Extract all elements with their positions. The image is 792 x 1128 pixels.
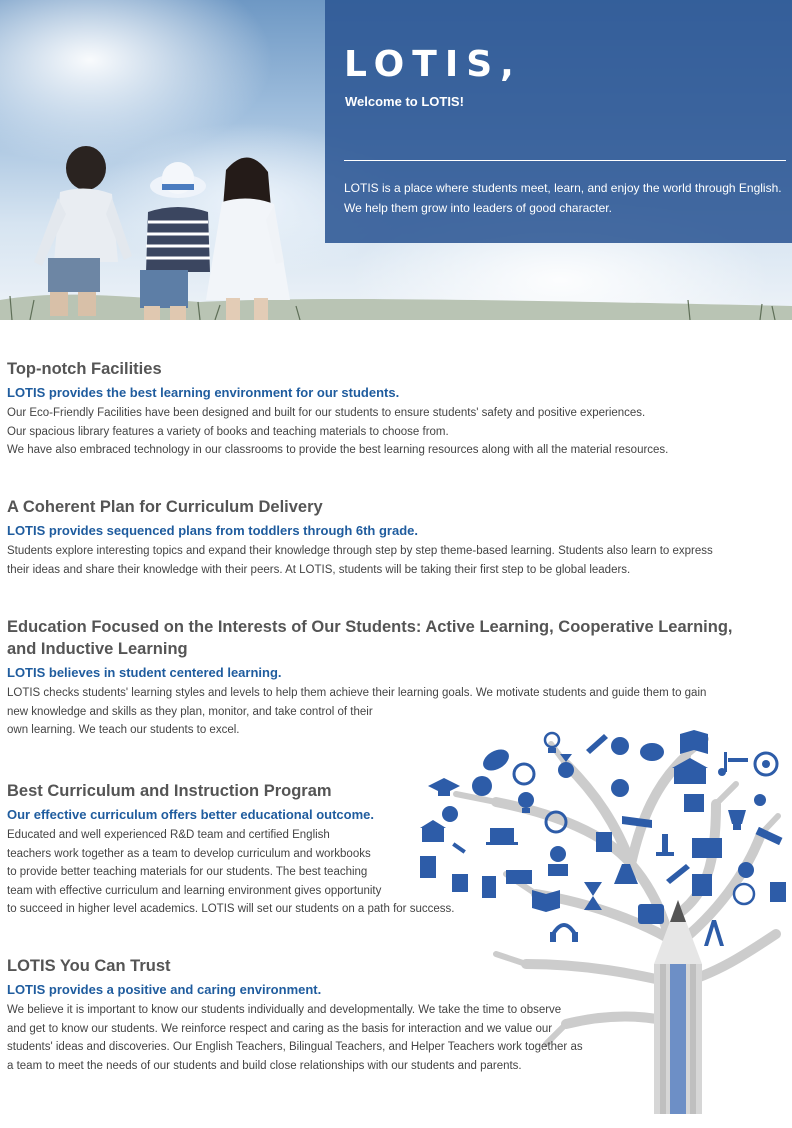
headphones-icon	[550, 925, 578, 942]
body-line: teachers work together as a team to develop curriculum and workbooks	[7, 847, 371, 860]
section-instruction-program	[7, 780, 454, 919]
section-curriculum-delivery	[7, 496, 713, 579]
section-subheading: LOTIS believes in student centered learning.	[7, 665, 282, 680]
hero-banner	[0, 0, 792, 320]
calculator-icon	[770, 882, 786, 902]
body-line: new knowledge and skills as they plan, monitor, and take control of their	[7, 705, 373, 718]
target-icon	[755, 753, 777, 775]
section-heading: LOTIS You Can Trust	[7, 957, 171, 975]
section-heading	[7, 616, 732, 660]
body-line: Our Eco-Friendly Facilities have been designed and built for our students to ensure students' safety and positive experiences.	[7, 407, 646, 419]
body-line: own learning. We teach our students to excel.	[7, 724, 240, 736]
section-heading: A Coherent Plan for Curriculum Delivery	[7, 498, 323, 516]
boy-figure	[34, 146, 132, 316]
section-body	[7, 826, 454, 919]
palette-icon	[640, 743, 664, 761]
hourglass-icon	[584, 882, 602, 910]
calendar-icon	[684, 794, 704, 812]
abc-icon	[734, 884, 754, 904]
section-body	[7, 404, 668, 460]
body-line: LOTIS checks students' learning styles and levels to help them achieve their learning goals. We motivate students and guide them to gain	[7, 687, 707, 699]
basketball-icon	[472, 776, 492, 796]
music-icon	[718, 752, 727, 776]
body-line: and get to know our students. We reinforce respect and caring as the basis for interaction and we value our	[7, 1022, 553, 1035]
football-icon	[479, 745, 512, 775]
hero-panel	[325, 0, 792, 243]
body-line: We have also embraced technology in our classrooms to provide the best learning resources along with all the material resources.	[7, 444, 669, 456]
hero-description	[344, 178, 789, 218]
body-line: their ideas and share their knowledge with their peers. At LOTIS, students will be taking their first step to be global leaders.	[7, 563, 631, 576]
section-student-interests	[7, 616, 732, 740]
notepad-icon	[596, 832, 612, 852]
hero-subtitle: Welcome to LOTIS!	[345, 94, 464, 109]
student-icon	[548, 846, 568, 876]
laptop-icon	[486, 828, 518, 845]
hero-description-line: We help them grow into leaders of good character.	[344, 201, 612, 215]
body-line: Educated and well experienced R&D team and certified English	[7, 829, 330, 841]
bus-icon	[638, 904, 664, 924]
section-body	[7, 1001, 583, 1075]
heading-line: Education Focused on the Interests of Our Students: Active Learning, Cooperative Learning,	[7, 618, 733, 636]
books-row-icon	[692, 874, 712, 896]
headset-icon	[611, 779, 629, 797]
girl-figure	[206, 157, 290, 320]
books-icon	[506, 870, 532, 884]
body-line: students' ideas and discoveries. Our English Teachers, Bilingual Teachers, and Helper Teachers work together as	[7, 1041, 583, 1053]
apple-small-icon	[738, 862, 754, 878]
phone-icon	[482, 876, 496, 898]
heading-line: and Inductive Learning	[7, 640, 188, 658]
books-stack-icon	[692, 838, 722, 858]
section-subheading: LOTIS provides sequenced plans from toddlers through 6th grade.	[7, 523, 418, 538]
section-trust	[7, 955, 583, 1075]
body-line: Our spacious library features a variety of books and teaching materials to choose from.	[7, 425, 449, 438]
microscope-icon	[656, 834, 674, 856]
hero-divider	[344, 160, 786, 161]
apple-icon	[611, 737, 629, 755]
section-body	[7, 542, 713, 579]
globe-icon	[514, 764, 534, 784]
pencil-small-icon	[666, 864, 690, 884]
section-body	[7, 684, 732, 740]
body-line: team with effective curriculum and learning environment gives opportunity	[7, 884, 382, 897]
middle-child-figure	[140, 162, 210, 320]
body-line: a team to meet the needs of our students and build close relationships with our students and parents.	[7, 1059, 522, 1072]
hero-description-line: LOTIS is a place where students meet, learn, and enjoy the world through English.	[344, 181, 782, 195]
hero-title: LOTIS,	[344, 44, 522, 85]
body-line: We believe it is important to know our students individually and developmentally. We take the time to observe	[7, 1004, 562, 1016]
medal-ribbon-icon	[754, 794, 766, 806]
basketball-hoop-icon	[728, 758, 748, 762]
section-facilities	[7, 358, 668, 460]
section-heading: Top-notch Facilities	[7, 360, 162, 378]
section-heading: Best Curriculum and Instruction Program	[7, 782, 332, 800]
trophy-icon	[728, 810, 746, 830]
body-line: to provide better teaching materials for our students. The best teaching	[7, 866, 368, 878]
section-subheading: LOTIS provides a positive and caring environment.	[7, 982, 322, 997]
body-line: Students explore interesting topics and expand their knowledge through step by step theme-based learning. Students also learn to express	[7, 545, 713, 557]
section-subheading: LOTIS provides the best learning environment for our students.	[7, 385, 400, 400]
section-subheading: Our effective curriculum offers better educational outcome.	[7, 807, 374, 822]
body-line: to succeed in higher level academics. LOTIS will set our students on a path for success.	[7, 903, 455, 915]
